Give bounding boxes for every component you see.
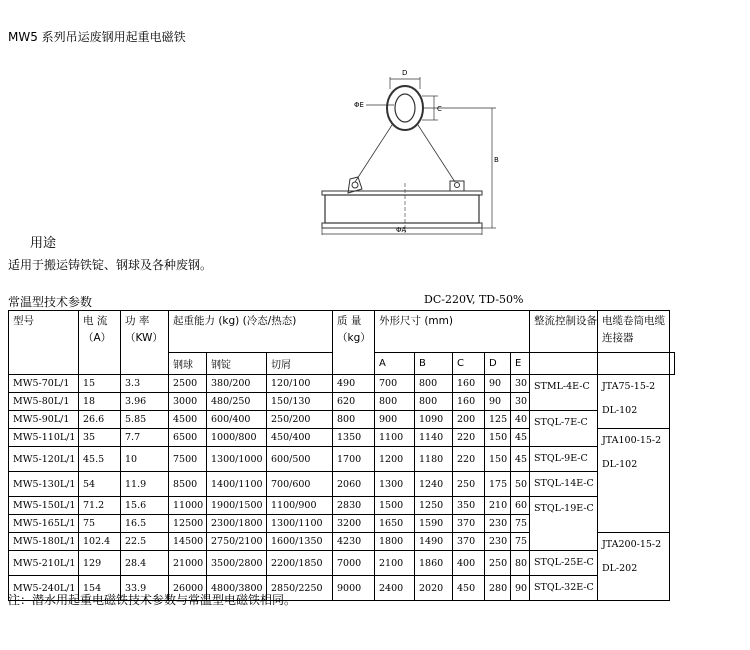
cell-model: MW5-90L/1 <box>9 411 79 429</box>
cell-rectifier: STQL-19E-C <box>530 497 598 551</box>
cell-ingot: 600/400 <box>207 411 267 429</box>
cell-d: 250 <box>485 551 511 576</box>
cell-chips: 600/500 <box>267 447 333 472</box>
cell-a: 1100 <box>375 429 415 447</box>
cell-a: 700 <box>375 375 415 393</box>
cell-ingot: 4800/3800 <box>207 576 267 601</box>
table-row <box>9 375 675 393</box>
cell-mass: 1700 <box>333 447 375 472</box>
table-gap <box>670 515 675 533</box>
cell-b: 1140 <box>415 429 453 447</box>
cell-e: 40 <box>511 411 530 429</box>
cell-model: MW5-110L/1 <box>9 429 79 447</box>
cell-power: 3.3 <box>121 375 169 393</box>
header-model: 型号 <box>9 311 79 375</box>
cell-c: 160 <box>453 375 485 393</box>
table-gap <box>670 429 675 447</box>
cell-model: MW5-180L/1 <box>9 533 79 551</box>
cell-chips: 150/130 <box>267 393 333 411</box>
cell-power: 16.5 <box>121 515 169 533</box>
sub-header-e: E <box>511 353 530 375</box>
sub-header-a: A <box>375 353 415 375</box>
spec-heading: 常温型技术参数 <box>8 295 93 309</box>
cell-a: 2100 <box>375 551 415 576</box>
cell-e: 30 <box>511 375 530 393</box>
cell-mass: 490 <box>333 375 375 393</box>
header-power: 功 率（KW） <box>121 311 169 375</box>
cell-mass: 3200 <box>333 515 375 533</box>
cell-ball: 8500 <box>169 472 207 497</box>
dim-label-b: B <box>494 156 499 164</box>
cell-e: 60 <box>511 497 530 515</box>
cell-d: 210 <box>485 497 511 515</box>
cell-a: 1650 <box>375 515 415 533</box>
cell-c: 220 <box>453 429 485 447</box>
cell-d: 125 <box>485 411 511 429</box>
table-gap <box>670 472 675 497</box>
cell-current: 35 <box>79 429 121 447</box>
cell-d: 90 <box>485 375 511 393</box>
cell-ingot: 1900/1500 <box>207 497 267 515</box>
cell-c: 220 <box>453 447 485 472</box>
cell-ball: 21000 <box>169 551 207 576</box>
cell-d: 150 <box>485 429 511 447</box>
cell-current: 18 <box>79 393 121 411</box>
cell-e: 45 <box>511 429 530 447</box>
spec-condition: DC-220V, TD-50% <box>424 293 524 306</box>
cell-c: 250 <box>453 472 485 497</box>
header-current: 电 流（A） <box>79 311 121 375</box>
dim-label-phi-a: ΦA <box>396 226 407 234</box>
cell-b: 800 <box>415 393 453 411</box>
cell-a: 2400 <box>375 576 415 601</box>
cell-e: 80 <box>511 551 530 576</box>
cell-a: 800 <box>375 393 415 411</box>
header-cable: 电缆卷筒电缆连接器 <box>598 311 670 353</box>
table-gap <box>670 375 675 393</box>
cell-c: 350 <box>453 497 485 515</box>
usage-heading: 用途 <box>30 236 57 251</box>
table-row <box>9 551 675 576</box>
cell-cable-connector: JTA200-15-2 DL-202 <box>598 533 670 601</box>
cell-chips: 1100/900 <box>267 497 333 515</box>
sub-header-ingot: 钢锭 <box>207 353 267 375</box>
dim-label-c: C <box>437 105 442 113</box>
cell-chips: 1600/1350 <box>267 533 333 551</box>
cell-current: 71.2 <box>79 497 121 515</box>
cell-rectifier: STQL-14E-C <box>530 472 598 497</box>
cell-mass: 2060 <box>333 472 375 497</box>
cell-cable-connector: JTA75-15-2 DL-102 <box>598 375 670 429</box>
cell-d: 280 <box>485 576 511 601</box>
cell-ingot: 480/250 <box>207 393 267 411</box>
cell-mass: 1350 <box>333 429 375 447</box>
sub-header-c: C <box>453 353 485 375</box>
cell-model: MW5-210L/1 <box>9 551 79 576</box>
cell-current: 54 <box>79 472 121 497</box>
cell-chips: 2200/1850 <box>267 551 333 576</box>
cell-mass: 7000 <box>333 551 375 576</box>
table-row <box>9 411 675 429</box>
cell-a: 1200 <box>375 447 415 472</box>
cell-c: 160 <box>453 393 485 411</box>
cell-rectifier: STML-4E-C <box>530 375 598 411</box>
cell-a: 1800 <box>375 533 415 551</box>
cell-d: 150 <box>485 447 511 472</box>
cell-model: MW5-240L/1 <box>9 576 79 601</box>
spec-table <box>8 310 675 601</box>
cell-cable-connector: JTA100-15-2 DL-102 <box>598 429 670 533</box>
cell-c: 370 <box>453 515 485 533</box>
cell-model: MW5-165L/1 <box>9 515 79 533</box>
cell-ball: 6500 <box>169 429 207 447</box>
cell-current: 45.5 <box>79 447 121 472</box>
cell-b: 1250 <box>415 497 453 515</box>
sub-header-b: B <box>415 353 453 375</box>
cell-a: 900 <box>375 411 415 429</box>
table-row <box>9 447 675 472</box>
table-gap <box>670 576 675 601</box>
cell-ball: 11000 <box>169 497 207 515</box>
cell-c: 400 <box>453 551 485 576</box>
cell-power: 11.9 <box>121 472 169 497</box>
header-mass: 质 量（kg） <box>333 311 375 375</box>
cell-chips: 450/400 <box>267 429 333 447</box>
cell-ingot: 1400/1100 <box>207 472 267 497</box>
cell-rectifier: STQL-7E-C <box>530 411 598 447</box>
cell-a: 1500 <box>375 497 415 515</box>
sub-header-rectifier-blank <box>530 353 598 375</box>
cell-ball: 3000 <box>169 393 207 411</box>
cell-ball: 14500 <box>169 533 207 551</box>
document-title: MW5 系列吊运废钢用起重电磁铁 <box>8 30 186 44</box>
cell-e: 75 <box>511 533 530 551</box>
cell-d: 90 <box>485 393 511 411</box>
cell-current: 102.4 <box>79 533 121 551</box>
cell-e: 50 <box>511 472 530 497</box>
cell-ball: 7500 <box>169 447 207 472</box>
cell-ingot: 1000/800 <box>207 429 267 447</box>
cell-a: 1300 <box>375 472 415 497</box>
cell-b: 1590 <box>415 515 453 533</box>
cell-model: MW5-120L/1 <box>9 447 79 472</box>
table-gap <box>670 551 675 576</box>
cell-power: 10 <box>121 447 169 472</box>
sub-header-cable-blank <box>598 353 670 375</box>
cell-model: MW5-150L/1 <box>9 497 79 515</box>
cell-chips: 250/200 <box>267 411 333 429</box>
cell-d: 175 <box>485 472 511 497</box>
cell-mass: 4230 <box>333 533 375 551</box>
cell-c: 450 <box>453 576 485 601</box>
cell-current: 15 <box>79 375 121 393</box>
usage-text: 适用于搬运铸铁锭、钢球及各种废钢。 <box>8 258 213 272</box>
header-dims: 外形尺寸 (mm) <box>375 311 530 353</box>
cell-mass: 2830 <box>333 497 375 515</box>
cell-ball: 2500 <box>169 375 207 393</box>
header-rectifier: 整流控制设备 <box>530 311 598 353</box>
table-gap <box>670 411 675 429</box>
cell-power: 15.6 <box>121 497 169 515</box>
cell-e: 90 <box>511 576 530 601</box>
sub-header-d: D <box>485 353 511 375</box>
cell-mass: 620 <box>333 393 375 411</box>
cell-ingot: 1300/1000 <box>207 447 267 472</box>
sub-header-chips: 切屑 <box>267 353 333 375</box>
cell-c: 370 <box>453 533 485 551</box>
table-row <box>9 497 675 515</box>
cell-e: 45 <box>511 447 530 472</box>
cell-ball: 4500 <box>169 411 207 429</box>
cell-power: 33.9 <box>121 576 169 601</box>
cell-ball: 26000 <box>169 576 207 601</box>
cell-b: 1180 <box>415 447 453 472</box>
cell-current: 26.6 <box>79 411 121 429</box>
cell-d: 230 <box>485 533 511 551</box>
cell-ingot: 380/200 <box>207 375 267 393</box>
cell-current: 75 <box>79 515 121 533</box>
cell-power: 3.96 <box>121 393 169 411</box>
cell-power: 28.4 <box>121 551 169 576</box>
cell-b: 1490 <box>415 533 453 551</box>
cell-power: 22.5 <box>121 533 169 551</box>
cell-b: 1240 <box>415 472 453 497</box>
header-capacity: 起重能力 (kg) (冷态/热态) <box>169 311 333 353</box>
cell-power: 7.7 <box>121 429 169 447</box>
cell-model: MW5-70L/1 <box>9 375 79 393</box>
table-gap <box>670 497 675 515</box>
cell-b: 800 <box>415 375 453 393</box>
table-gap <box>670 393 675 411</box>
cell-chips: 700/600 <box>267 472 333 497</box>
cell-d: 230 <box>485 515 511 533</box>
cell-ingot: 2750/2100 <box>207 533 267 551</box>
table-row <box>9 472 675 497</box>
footnote: 注：潜水用起重电磁铁技术参数与常温型电磁铁相同。 <box>8 593 297 607</box>
magnet-diagram <box>300 65 510 235</box>
cell-ingot: 2300/1800 <box>207 515 267 533</box>
cell-model: MW5-130L/1 <box>9 472 79 497</box>
cell-rectifier: STQL-25E-C <box>530 551 598 576</box>
cell-b: 2020 <box>415 576 453 601</box>
cell-ball: 12500 <box>169 515 207 533</box>
cell-mass: 9000 <box>333 576 375 601</box>
cell-chips: 120/100 <box>267 375 333 393</box>
dim-label-d: D <box>402 69 408 77</box>
table-gap <box>670 311 675 353</box>
cell-chips: 1300/1100 <box>267 515 333 533</box>
cell-e: 30 <box>511 393 530 411</box>
cell-rectifier: STQL-32E-C <box>530 576 598 601</box>
cell-model: MW5-80L/1 <box>9 393 79 411</box>
cell-b: 1090 <box>415 411 453 429</box>
table-gap <box>670 533 675 551</box>
dim-label-phi-e: ΦE <box>354 101 364 109</box>
cell-e: 75 <box>511 515 530 533</box>
cell-c: 200 <box>453 411 485 429</box>
cell-current: 129 <box>79 551 121 576</box>
cell-ingot: 3500/2800 <box>207 551 267 576</box>
sub-header-ball: 钢球 <box>169 353 207 375</box>
table-gap <box>670 447 675 472</box>
cell-power: 5.85 <box>121 411 169 429</box>
cell-mass: 800 <box>333 411 375 429</box>
cell-current: 154 <box>79 576 121 601</box>
cell-chips: 2850/2250 <box>267 576 333 601</box>
cell-rectifier: STQL-9E-C <box>530 447 598 472</box>
cell-b: 1860 <box>415 551 453 576</box>
sub-header-extra-blank <box>670 353 675 375</box>
